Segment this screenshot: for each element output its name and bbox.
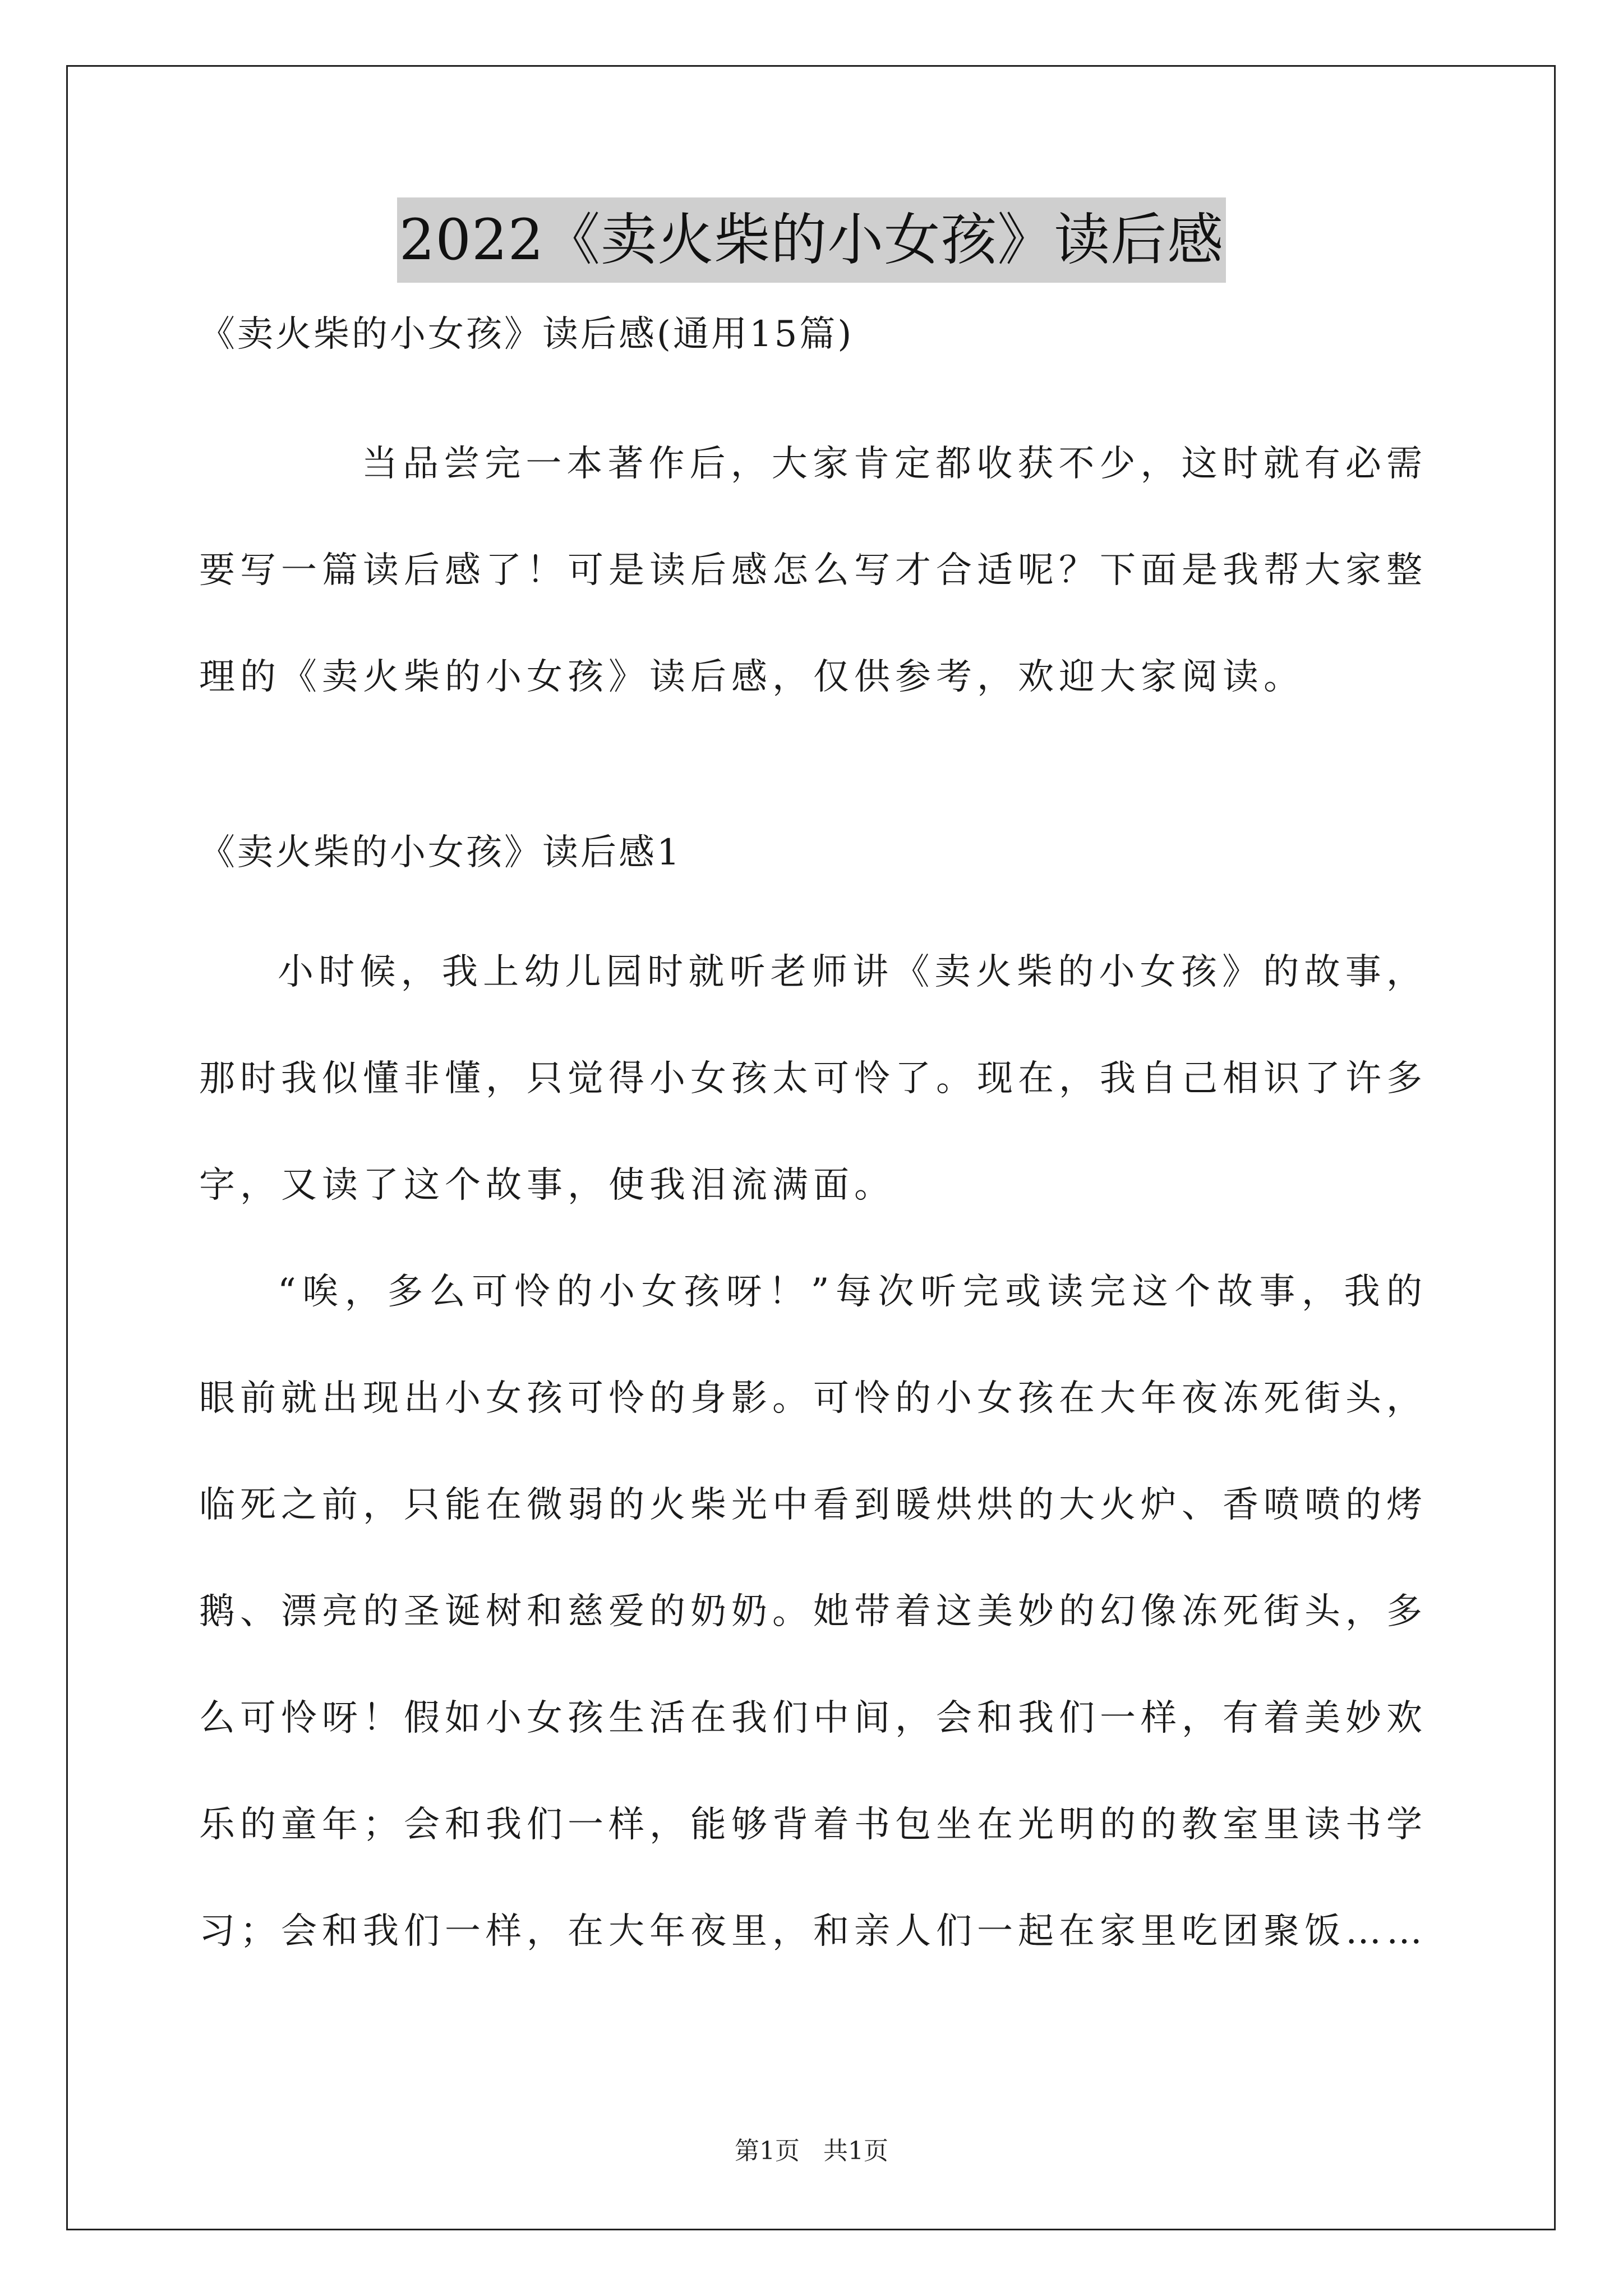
document-title: 2022《卖火柴的小女孩》读后感 (397, 197, 1227, 283)
intro-paragraph: 当品尝完一本著作后，大家肯定都收获不少，这时就有必需要写一篇读后感了！可是读后感怎么写才合适呢？下面是我帮大家整理的《卖火柴的小女孩》读后感，仅供参考，欢迎大家阅读。 (199, 443, 1427, 698)
page-footer: 第1页 共1页 (735, 2137, 888, 2165)
body-paragraph-1: 小时候，我上幼儿园时就听老师讲《卖火柴的小女孩》的故事，那时我似懂非懂，只觉得小女孩太可怜了。现在，我自己相识了许多字，又读了这个故事，使我泪流满面。 (199, 951, 1427, 1206)
section-heading: 《卖火柴的小女孩》读后感1 (199, 832, 682, 873)
title-container (0, 197, 1623, 283)
body-paragraph-2: “唉，多么可怜的小女孩呀！”每次听完或读完这个故事，我的眼前就出现出小女孩可怜的身影。可怜的小女孩在大年夜冻死街头，临死之前，只能在微弱的火柴光中看到暖烘烘的大火炉、香喷喷的烤鹅、漂亮的圣诞树和慈爱的奶奶。她带着这美妙的幻像冻死街头，多么可怜呀！假如小女孩生活在我们中间，会和我们一样，有着美妙欢乐的童年；会和我们一样，能够背着书包坐在光明的的教室里读书学习；会和我们一样，在大年夜里，和亲人们一起在家里吃团聚饭…… (199, 1271, 1427, 1952)
document-subtitle: 《卖火柴的小女孩》读后感(通用15篇) (199, 314, 854, 355)
document-body (199, 307, 1427, 1985)
